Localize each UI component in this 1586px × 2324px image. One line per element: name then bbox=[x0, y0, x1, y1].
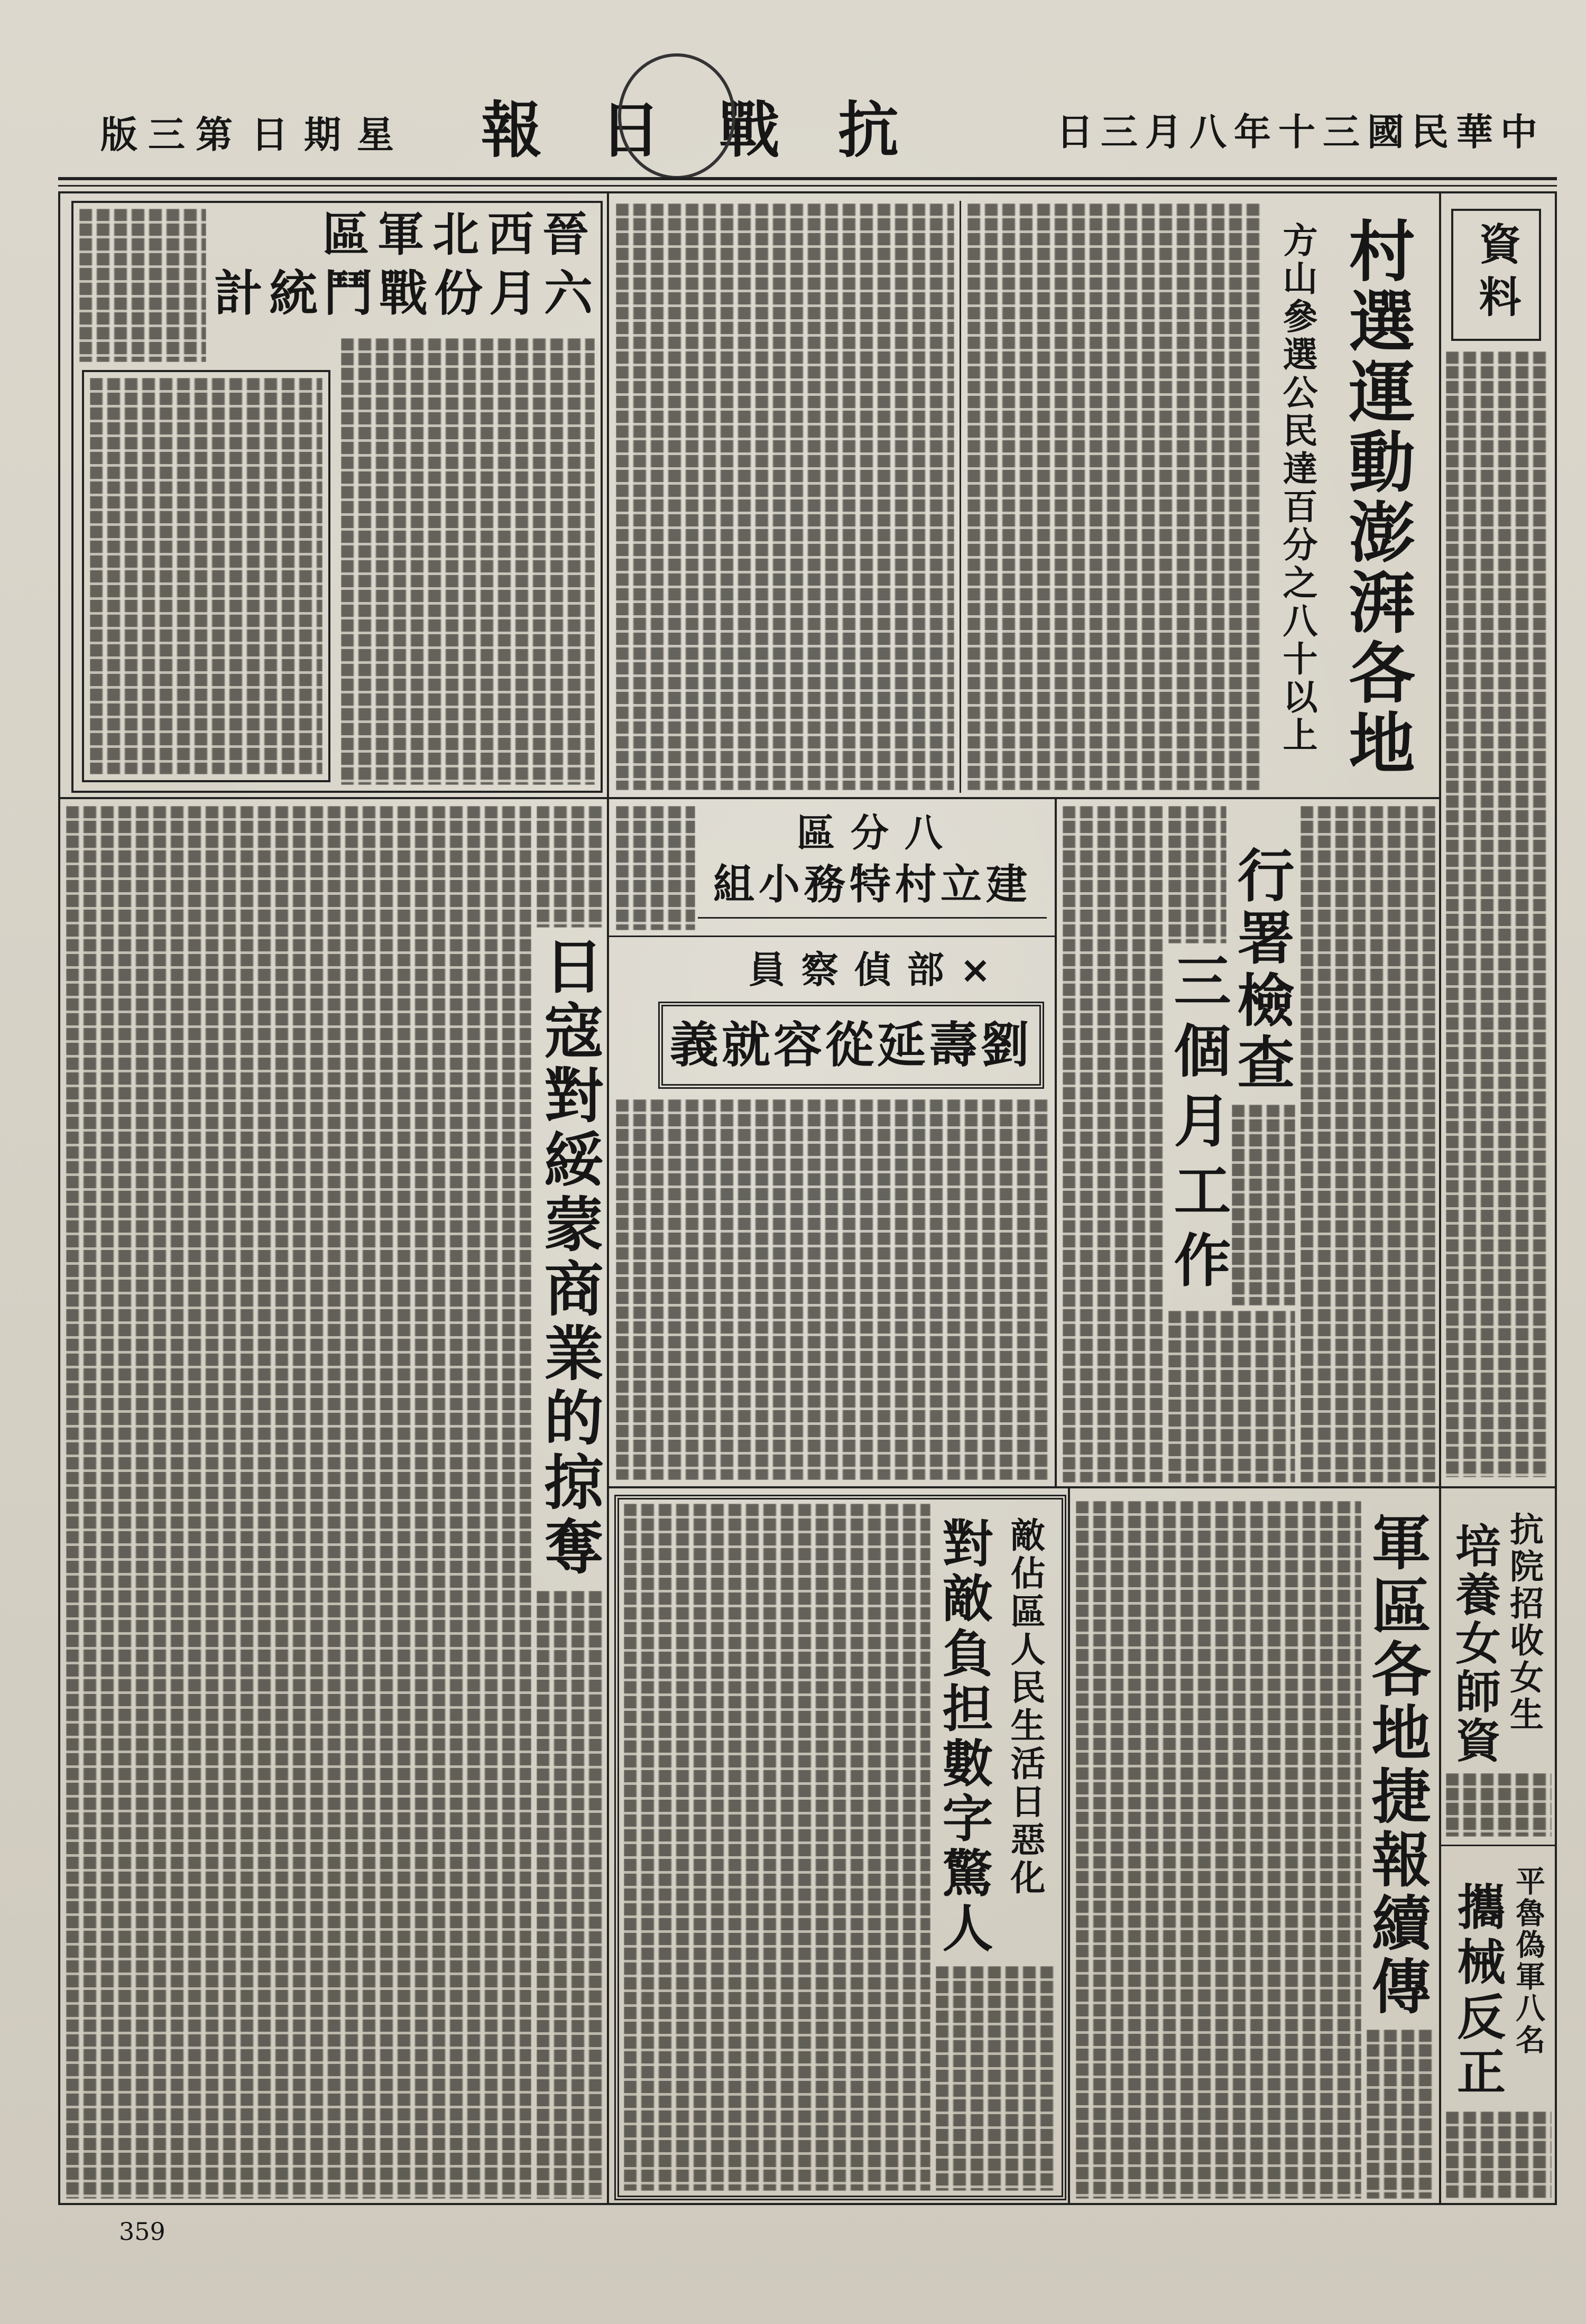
masthead-rule-thin bbox=[58, 185, 1557, 187]
column-rule bbox=[1439, 191, 1441, 2205]
article-body-text bbox=[1446, 351, 1549, 1477]
column-rule bbox=[960, 201, 961, 793]
article-body-text bbox=[1232, 1105, 1295, 1305]
defection-headline: 攜械反正 bbox=[1449, 1882, 1506, 2101]
masthead-rule-thick bbox=[58, 177, 1557, 180]
article-body-text bbox=[537, 806, 603, 928]
martyr-kicker: ×部偵察員 bbox=[748, 948, 1007, 992]
article-body-text bbox=[936, 1966, 1057, 2191]
masthead-weekday: 星期日 bbox=[251, 113, 410, 156]
inspection-headline-line1: 行署檢查 bbox=[1228, 846, 1294, 1095]
masthead-page-label: 第三版 bbox=[100, 113, 243, 156]
row-rule bbox=[1440, 1486, 1556, 1488]
pen-circle-mark bbox=[608, 48, 745, 185]
village-election-subhead: 方山參選公民達百分之八十以上 bbox=[1277, 222, 1317, 755]
special-agents-headline: 建立村特務小組 bbox=[713, 861, 1031, 909]
women-teachers-headline-b: 抗院招收女生 bbox=[1504, 1512, 1543, 1734]
women-teachers-headline-a: 培養女師資 bbox=[1447, 1522, 1500, 1765]
data-sidebar-label: 資料 bbox=[1472, 222, 1521, 328]
article-body-text bbox=[1076, 1501, 1361, 2199]
article-body-text bbox=[341, 338, 595, 785]
martyr-headline: 劉壽延從容就義 bbox=[669, 1017, 1032, 1073]
row-rule bbox=[1440, 1845, 1556, 1846]
row-rule bbox=[608, 1486, 1440, 1488]
column-rule bbox=[607, 191, 609, 2205]
article-body-text bbox=[1168, 806, 1227, 943]
article-body-text bbox=[1301, 806, 1435, 1483]
article-body-text bbox=[1168, 1311, 1295, 1483]
masthead-paper-name: 抗戰日報 bbox=[481, 95, 957, 166]
occupied-area-headline: 敵佔區人民生活日惡化 bbox=[1004, 1517, 1045, 1897]
article-body-text bbox=[537, 1591, 603, 2199]
article-body-text bbox=[66, 806, 531, 2199]
article-body-text bbox=[1063, 806, 1163, 1483]
battle-stats-headline-line1: 晉西北軍區 bbox=[322, 207, 597, 262]
masthead-date: 中華民國三十年八月三日 bbox=[1056, 110, 1545, 154]
article-body-text bbox=[624, 1504, 930, 2191]
article-body-text bbox=[967, 203, 1264, 790]
headline-underline bbox=[698, 917, 1047, 919]
article-body-text bbox=[1446, 2112, 1552, 2199]
village-election-headline: 村選運動澎湃各地 bbox=[1338, 217, 1414, 779]
inspection-headline-line2: 三個月工作 bbox=[1164, 951, 1230, 1300]
plunder-headline: 日寇對綏蒙商業的掠奪 bbox=[534, 936, 603, 1580]
page-number: 359 bbox=[119, 2217, 165, 2246]
row-rule bbox=[59, 797, 608, 799]
row-rule bbox=[609, 936, 1056, 937]
article-body-text bbox=[90, 378, 322, 774]
special-agents-kicker: 八分區 bbox=[796, 811, 958, 855]
battle-stats-headline-line2: 六月份戰鬥統計 bbox=[214, 265, 599, 322]
article-body-text bbox=[616, 203, 954, 790]
defection-kicker: 平魯偽軍八名 bbox=[1511, 1866, 1545, 2056]
article-body-text bbox=[1367, 2030, 1433, 2199]
article-body-text bbox=[79, 209, 206, 362]
row-rule bbox=[608, 797, 1440, 799]
article-body-text bbox=[616, 806, 695, 930]
column-rule bbox=[1055, 799, 1057, 1486]
article-body-text bbox=[1446, 1773, 1552, 1837]
victories-headline: 軍區各地捷報續傳 bbox=[1362, 1512, 1431, 2019]
article-body-text bbox=[616, 1099, 1049, 1480]
occupied-area-subhead: 對敵負担數字驚人 bbox=[934, 1517, 993, 1957]
column-rule bbox=[1068, 1487, 1070, 2205]
